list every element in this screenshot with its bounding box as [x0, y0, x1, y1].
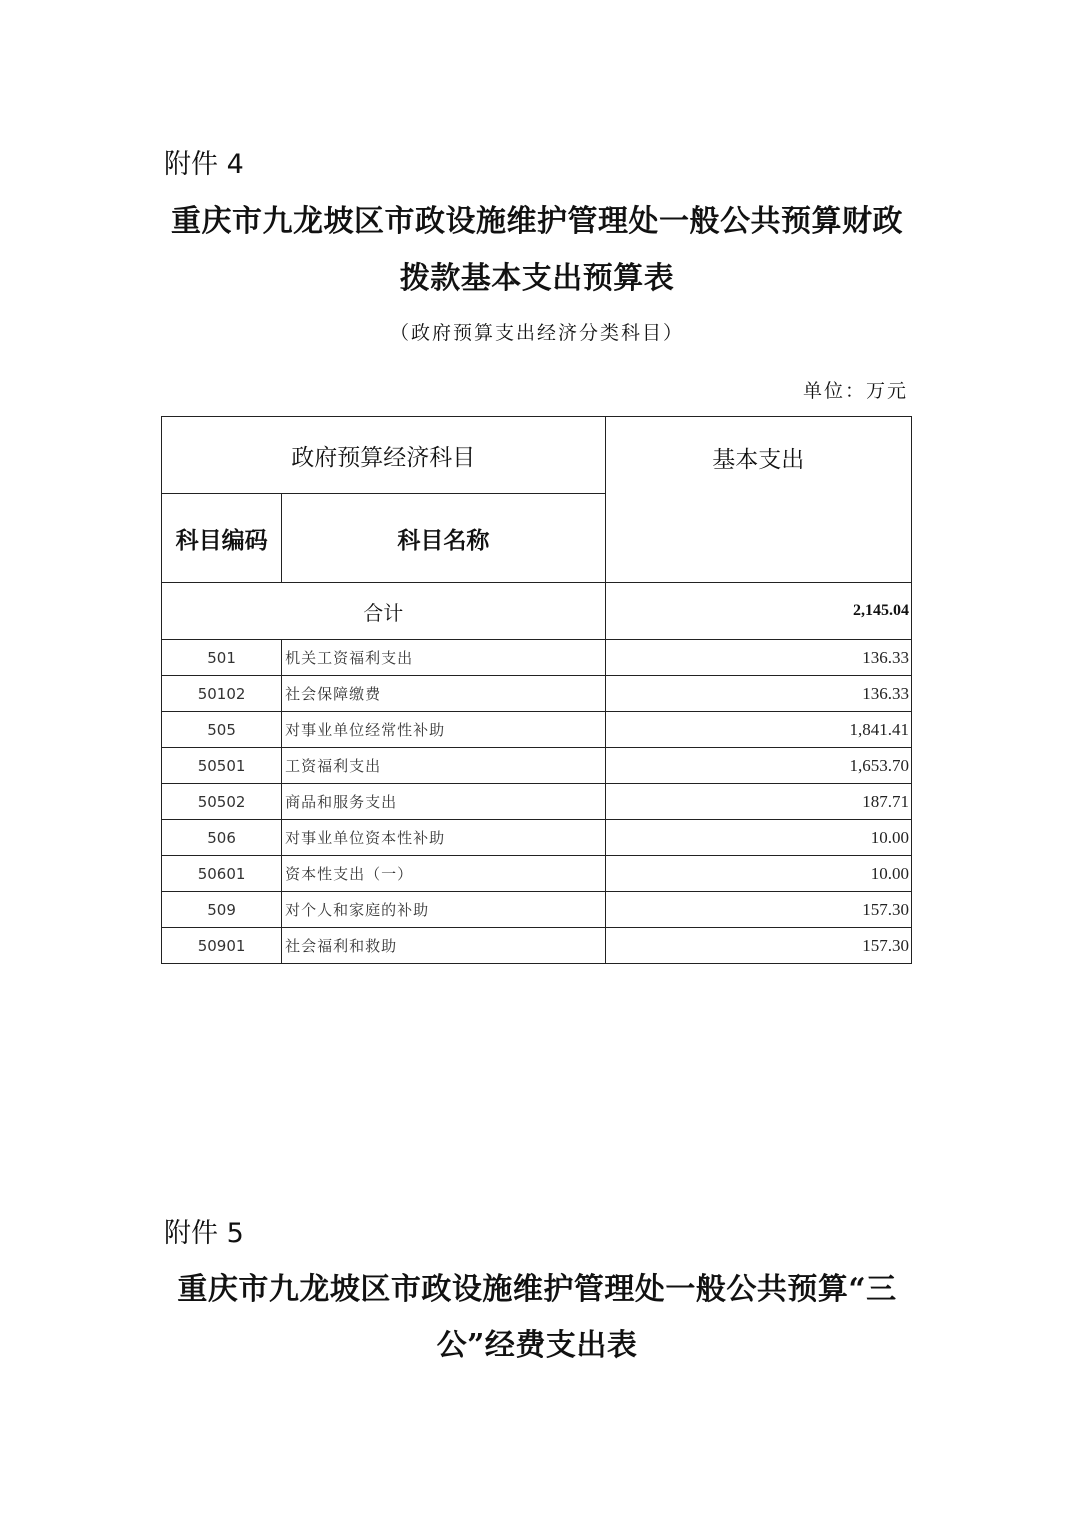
- subject-code-cell: 501: [162, 640, 282, 676]
- subject-code-cell: 509: [162, 892, 282, 928]
- table-title-line-2: 拨款基本支出预算表: [399, 261, 675, 296]
- table-subtitle: （政府预算支出经济分类科目）: [389, 322, 684, 344]
- unit-label: 单位：万元: [802, 380, 908, 402]
- data-rows: [162, 640, 912, 964]
- subject-code-cell: 50102: [162, 676, 282, 712]
- header-economic-subject: 政府预算经济科目: [162, 417, 606, 494]
- amount-cell: 187.71: [605, 784, 911, 820]
- subject-name-cell: 对个人和家庭的补助: [282, 892, 605, 928]
- subject-code-cell: 50502: [162, 784, 282, 820]
- budget-table: [161, 416, 912, 964]
- amount-cell: 1,653.70: [605, 748, 911, 784]
- subject-name-cell: 资本性支出（一）: [282, 856, 605, 892]
- subject-code-cell: 50601: [162, 856, 282, 892]
- header-subject-name: 科目名称: [282, 494, 605, 583]
- amount-cell: 157.30: [605, 892, 911, 928]
- total-row: [162, 583, 912, 640]
- attachment-5-title-line-2: 公”经费支出表: [436, 1328, 638, 1363]
- header-subject-code: 科目编码: [162, 494, 282, 583]
- amount-cell: 136.33: [605, 640, 911, 676]
- table-row: [162, 856, 912, 892]
- amount-cell: 157.30: [605, 928, 911, 964]
- subject-code-cell: 506: [162, 820, 282, 856]
- header-row-1: [162, 417, 912, 494]
- attachment-4-label: 附件 4: [164, 149, 244, 180]
- table-row: [162, 676, 912, 712]
- subject-code-cell: 50901: [162, 928, 282, 964]
- table-row: [162, 640, 912, 676]
- subject-name-cell: 商品和服务支出: [282, 784, 605, 820]
- subject-name-cell: 对事业单位资本性补助: [282, 820, 605, 856]
- subject-code-cell: 505: [162, 712, 282, 748]
- amount-cell: 1,841.41: [605, 712, 911, 748]
- attachment-5-title-line-1: 重庆市九龙坡区市政设施维护管理处一般公共预算“三: [177, 1272, 897, 1307]
- total-value: 2,145.04: [605, 583, 911, 640]
- subject-name-cell: 工资福利支出: [282, 748, 605, 784]
- amount-cell: 136.33: [605, 676, 911, 712]
- total-label: 合计: [162, 583, 606, 640]
- table-row: [162, 712, 912, 748]
- header-basic-expenditure: 基本支出: [605, 417, 911, 583]
- table-row: [162, 820, 912, 856]
- amount-cell: 10.00: [605, 820, 911, 856]
- subject-name-cell: 机关工资福利支出: [282, 640, 605, 676]
- subject-name-cell: 社会福利和救助: [282, 928, 605, 964]
- table-row: [162, 748, 912, 784]
- subject-name-cell: 社会保障缴费: [282, 676, 605, 712]
- subject-name-cell: 对事业单位经常性补助: [282, 712, 605, 748]
- table-row: [162, 928, 912, 964]
- table-title-line-1: 重庆市九龙坡区市政设施维护管理处一般公共预算财政: [171, 204, 903, 239]
- table-row: [162, 892, 912, 928]
- subject-code-cell: 50501: [162, 748, 282, 784]
- amount-cell: 10.00: [605, 856, 911, 892]
- table-row: [162, 784, 912, 820]
- attachment-5-label: 附件 5: [164, 1218, 244, 1249]
